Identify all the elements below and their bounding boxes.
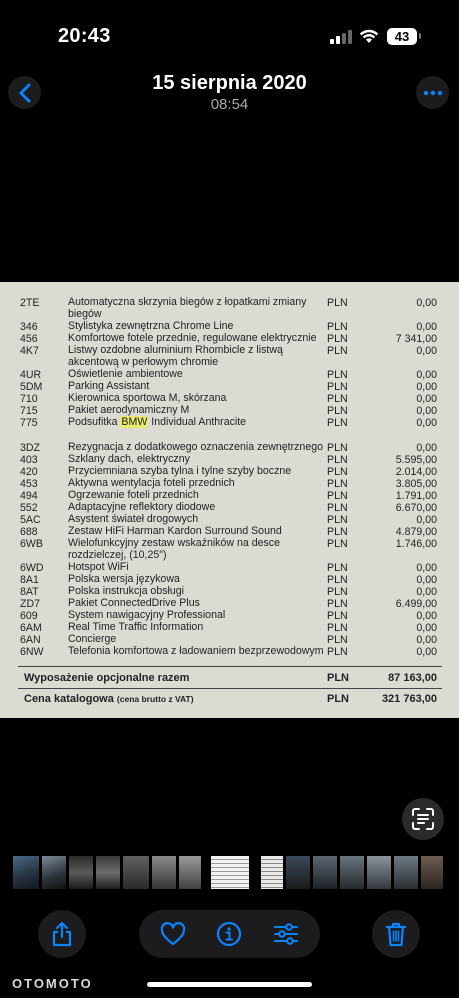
action-group — [139, 910, 320, 958]
watermark-logo: OTOMOTO — [12, 976, 93, 991]
text-highlight: BMW — [121, 416, 148, 428]
thumbnail[interactable] — [13, 856, 39, 889]
thumbnail[interactable] — [367, 856, 391, 889]
share-icon — [51, 921, 73, 947]
chevron-left-icon — [18, 83, 32, 103]
live-text-icon — [411, 807, 435, 831]
photo-header — [0, 70, 459, 120]
photo-date: 15 sierpnia 2020 — [152, 72, 307, 94]
thumbnail[interactable] — [394, 856, 418, 889]
adjust-button[interactable] — [272, 920, 300, 948]
thumbnail-strip[interactable] — [10, 856, 459, 889]
status-time: 20:43 — [58, 25, 111, 47]
thumbnail[interactable] — [340, 856, 364, 889]
back-button[interactable] — [8, 76, 41, 109]
thumbnail-current[interactable] — [261, 856, 283, 889]
divider — [18, 688, 442, 689]
thumbnail[interactable] — [211, 856, 249, 889]
thumbnail[interactable] — [69, 856, 93, 889]
battery-tip — [419, 33, 421, 39]
live-text-button[interactable] — [402, 798, 444, 840]
ellipsis-icon — [423, 90, 443, 96]
thumbnail[interactable] — [421, 856, 443, 889]
home-indicator[interactable] — [147, 982, 312, 987]
thumbnail[interactable] — [179, 856, 201, 889]
delete-button[interactable] — [372, 910, 420, 958]
bottom-toolbar — [0, 910, 459, 958]
photo-time: 08:54 — [210, 96, 249, 113]
battery-level: 43 — [387, 28, 417, 45]
trash-icon — [385, 921, 407, 947]
thumbnail[interactable] — [286, 856, 310, 889]
favorite-button[interactable] — [159, 920, 187, 948]
divider — [18, 666, 442, 667]
heart-icon — [160, 922, 186, 946]
sliders-icon — [273, 922, 299, 946]
info-button[interactable] — [215, 920, 243, 948]
status-bar — [0, 0, 459, 70]
thumbnail[interactable] — [152, 856, 176, 889]
share-button[interactable] — [38, 910, 86, 958]
photo-document[interactable]: 2TE Automatyczna skrzynia biegów z łopatkami zmiany biegów PLN 0,00 346 Stylistyka zewnętrzna Chrome Line PLN 0,00 456 Komfortowe fotele przednie, regulowane elektrycznie PLN 7 341,00 4K7 Listwy ozdobne aluminium Rhombicle z listwą akcentową w perłowym chromie PLN 0,00 4UR Oświetlenie ambientowe PLN 0,00 5DM Parking Assistant PLN 0,00 710 Kierownica sportowa M, skórzana PLN 0,00 715 Pakiet aerodynamiczny M PLN 0,00 775 Podsufitka BMW Individual Anthracite PLN 0,00 3DZ Rezygnacja z dodatkowego oznaczenia zewnętrznego PLN 0,00 403 Szklany dach, elektryczny PLN 5.595,00 420 Przyciemniana szyba tylna i tylne szyby boczne PLN 2.014,00 453 Aktywna wentylacja foteli przednich PLN 3.805,00 494 Ogrzewanie foteli przednich PLN 1.791,00 552 Adaptacyjne reflektory diodowe PLN 6.670,00 5AC Asystent świateł drogowych PLN 0,00 688 Zestaw HiFi Harman Kardon Surround Sound PLN 4.879,00 6WB Wielofunkcyjny zestaw wskaźników na desce rozdzielczej, (10,25") PLN 1.746,00 6WD Hotspot WiFi PLN 0,00 8A1 Polska wersja językowa PLN 0,00 8AT Polska instrukcja obsługi PLN 0,00 ZD7 Pakiet ConnectedDrive Plus PLN 6.499,00 609 System nawigacyjny Professional PLN 0,00 6AM Real Time Traffic Information PLN 0,00 6AN Concierge PLN 0,00 6NW Telefonia komfortowa z ładowaniem bezprzewodowym PLN 0,00 Wyposażenie opcjonalne razem PLN 87 163,00 Cena katalogowa (cena brutto z VAT) PLN 321 763,00 — [0, 282, 459, 718]
info-icon — [216, 921, 242, 947]
thumbnail[interactable] — [313, 856, 337, 889]
thumbnail[interactable] — [123, 856, 149, 889]
wifi-icon — [359, 28, 379, 44]
thumbnail[interactable] — [42, 856, 66, 889]
cellular-signal-icon — [330, 30, 352, 44]
thumbnail[interactable] — [96, 856, 120, 889]
more-button[interactable] — [416, 76, 449, 109]
